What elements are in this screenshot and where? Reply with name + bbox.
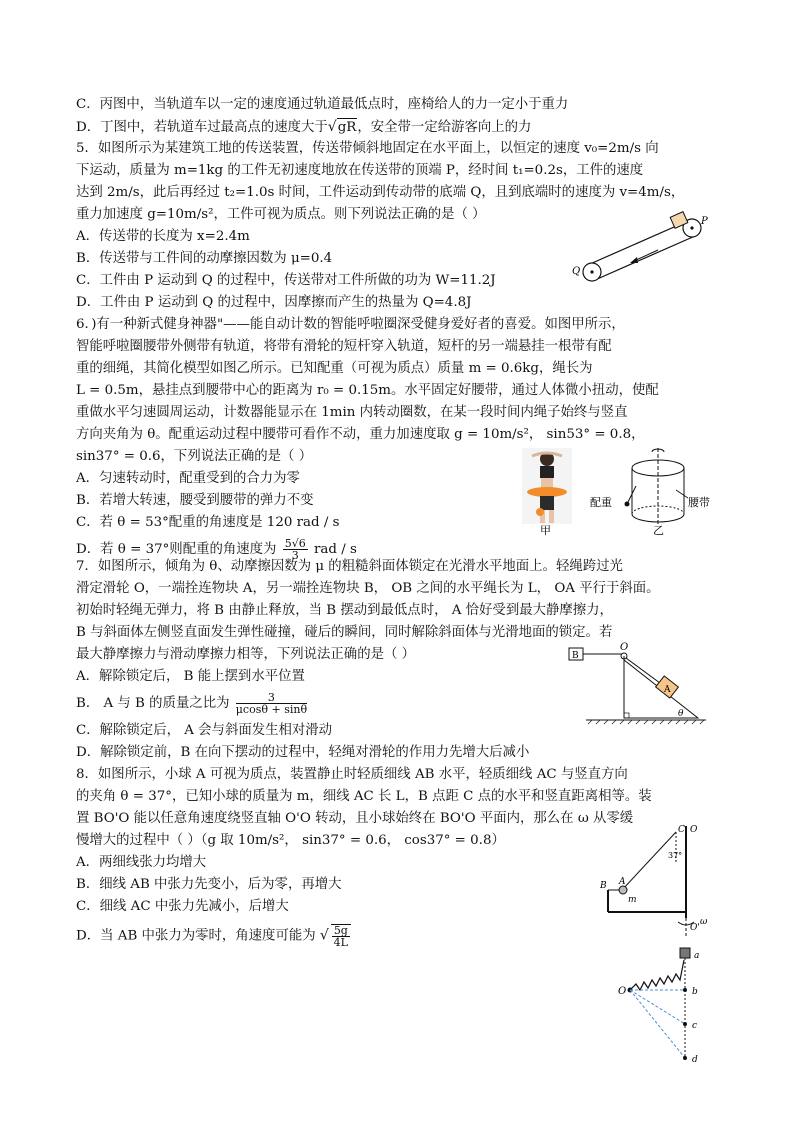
label-b8: B [600, 881, 607, 891]
cylinder-diagram [625, 448, 689, 524]
label-c: C [678, 825, 685, 835]
label-yi: 乙 [653, 524, 664, 537]
q5-stem-3: 达到 2m/s，此后再经过 t₂=1.0s 时间，工件运动到传动带的底端 Q，且到底端时的速度为 v=4m/s， [76, 185, 685, 200]
conveyor-figure [570, 212, 720, 294]
q8-stem-2: 的夹角 θ = 37°，已知小球的质量为 m，细线 AC 长 L，B 点距 C 点的水平和竖直距离相等。装 [76, 789, 652, 804]
q7-option-a: A．解除锁定后， B 能上摆到水平位置 [76, 669, 305, 684]
q5-stem-1: 5．如图所示为某建筑工地的传送装置，传送带倾斜地固定在水平面上，以恒定的速度 v₀=2m/s 向 [76, 141, 659, 156]
spring-figure [614, 944, 724, 1068]
label-c-point: c [692, 1021, 698, 1031]
q8-option-c: C．细线 AC 中张力先减小，后增大 [76, 899, 289, 914]
q5-option-a: A．传送带的长度为 x=2.4m [76, 229, 250, 244]
label-a8: A [619, 877, 626, 887]
q7-option-b-text: B． A 与 B 的质量之比为 [76, 696, 230, 711]
option-d-text-end: ，安全带一定给游客向上的力 [357, 120, 532, 135]
label-o: O [620, 642, 629, 653]
q8-stem-3: 置 BO'O 能以任意角速度绕竖直轴 O'O 转动，且小球始终在 BO'O 平面内，那么在 ω 从零缓 [76, 811, 634, 826]
label-jia: 甲 [540, 524, 551, 537]
q8-option-a: A．两细线张力均增大 [76, 855, 207, 870]
q6-stem-1: 6．)有一种新式健身神器"——能自动计数的智能呼啦圈深受健身爱好者的喜爱。如图甲所示， [76, 317, 625, 332]
sqrt-content: gR [337, 120, 357, 135]
q8-option-b: B．细线 AB 中张力先变小，后为零，再增大 [76, 877, 342, 892]
incline-figure [566, 642, 706, 730]
q7-fraction-num: 3 [236, 692, 307, 704]
q7-stem-3: 初始时轻绳无弹力，将 B 由静止释放，当 B 摆动到最低点时， A 恰好受到最大静摩擦力， [76, 603, 613, 618]
q6-option-d-unit: rad / s [313, 542, 357, 557]
label-peizhong: 配重 [590, 496, 612, 509]
q7-option-d: D．解除锁定前，B 在向下摆动的过程中，轻绳对滑轮的作用力先增大后减小 [76, 745, 530, 760]
q7-fraction [236, 692, 307, 715]
q5-option-d: D．工件由 P 运动到 Q 的过程中，因摩擦而产生的热量为 Q=4.8J [76, 295, 472, 310]
q7-stem-4: B 与斜面体左侧竖直面发生弹性碰撞，碰后的瞬间，同时解除斜面体与光滑地面的锁定。若 [76, 625, 613, 640]
option-c-line: C．丙图中，当轨道车以一定的速度通过轨道最低点时，座椅给人的力一定小于重力 [76, 97, 569, 112]
q6-fraction-den: 3 [291, 549, 299, 562]
label-a: A [664, 685, 671, 695]
q8-fraction-den: 4L [333, 936, 348, 949]
q6-option-a: A．匀速转动时，配重受到的合力为零 [76, 471, 300, 486]
q6-stem-3: 重的细绳，其简化模型如图乙所示。已知配重（可视为质点）质量 m = 0.6kg，绳长为 [76, 361, 593, 376]
label-o8p: O' [690, 923, 700, 933]
q6-stem-7: sin37° = 0.6，下列说法正确的是（ ） [76, 449, 313, 464]
label-d-point: d [692, 1055, 698, 1065]
q8-option-d [76, 924, 353, 948]
q6-option-c: C．若 θ = 53°配重的角速度是 120 rad / s [76, 515, 340, 530]
sqrt-icon: √ [327, 119, 337, 135]
q7-stem-1: 7．如图所示，倾角为 θ、动摩擦因数为 μ 的粗糙斜面体锁定在光滑水平地面上。轻绳跨过光 [76, 559, 623, 574]
label-q: Q [572, 266, 581, 277]
label-a-point: a [694, 951, 700, 961]
label-p: P [701, 216, 708, 227]
q8-option-d-text: D．当 AB 中张力为零时，角速度可能为 [76, 928, 316, 944]
q8-fraction-num: 5g [333, 924, 348, 937]
q8-fraction [331, 924, 351, 948]
q8-stem-4: 慢增大的过程中（ ）（g 取 10m/s²， sin37° = 0.6， cos37° = 0.8） [76, 833, 505, 848]
q6-option-b: B．若增大转速，腰受到腰带的弹力不变 [76, 493, 314, 508]
rotating-frame-figure [598, 822, 718, 940]
q6-option-d-text: D．若 θ = 37°则配重的角速度为 [76, 542, 277, 557]
label-37: 37° [668, 851, 683, 860]
q6-stem-6: 方向夹角为 θ。配重运动过程中腰带可看作不动，重力加速度取 g = 10m/s²， sin53° = 0.8， [76, 427, 645, 442]
label-b-point: b [692, 987, 698, 997]
q8-stem-1: 8．如图所示，小球 A 可视为质点，装置静止时轻质细线 AB 水平，轻质细线 AC 与竖直方向 [76, 767, 628, 782]
sqrt-icon-2: √ [319, 927, 329, 944]
label-omega: ω [700, 917, 708, 927]
q6-stem-5: 重做水平匀速圆周运动，计数器能显示在 1min 内转动圈数，在某一段时间内绳子始终与竖直 [76, 405, 628, 420]
spring [630, 960, 684, 990]
label-b: B [572, 651, 579, 661]
q5-option-c: C．工件由 P 运动到 Q 的过程中，传送带对工件所做的功为 W=11.2J [76, 273, 496, 288]
q5-stem-2: 下运动，质量为 m=1kg 的工件无初速度地放在传送带的顶端 P，经时间 t₁=0.2s，工件的速度 [76, 163, 644, 178]
option-d-text: D．丁图中，若轨道车过最高点的速度大于 [76, 120, 328, 135]
q7-option-b [76, 692, 309, 715]
label-o8: O [690, 825, 698, 835]
ball-a [619, 886, 627, 894]
q7-fraction-den: μcosθ + sinθ [235, 703, 308, 716]
q7-option-c: C．解除锁定后， A 会与斜面发生相对滑动 [76, 723, 333, 738]
q6-stem-2: 智能呼啦圈腰带外侧带有轨道，将带有滑轮的短杆穿入轨道，短杆的另一端悬挂一根带有配 [76, 339, 612, 354]
q5-option-b: B．传送带与工件间的动摩擦因数为 μ=0.4 [76, 251, 333, 266]
hula-hoop-figure [516, 448, 716, 537]
q6-stem-4: L = 0.5m，悬挂点到腰带中心的距离为 r₀ = 0.15m。水平固定好腰带，通过人体微小扭动，使配 [76, 383, 659, 398]
label-theta: θ [678, 709, 684, 719]
photo-person [522, 448, 572, 524]
q5-stem-4: 重力加速度 g=10m/s²，工件可视为质点。则下列说法正确的是（ ） [76, 207, 486, 222]
q7-stem-2: 滑定滑轮 O，一端拴连物块 A，另一端拴连物块 B， OB 之间的水平绳长为 L， OA 平行于斜面。 [76, 581, 660, 596]
label-m: m [628, 895, 637, 905]
label-o9: O [618, 986, 627, 997]
q7-stem-5: 最大静摩擦力与滑动摩擦力相等，下列说法正确的是（ ） [76, 647, 416, 662]
spring-anchor [680, 948, 690, 958]
option-d-line [76, 118, 531, 137]
conveyor-belt [583, 212, 701, 281]
q6-fraction-num: 5√6 [284, 537, 306, 550]
label-yaodai: 腰带 [688, 496, 710, 509]
